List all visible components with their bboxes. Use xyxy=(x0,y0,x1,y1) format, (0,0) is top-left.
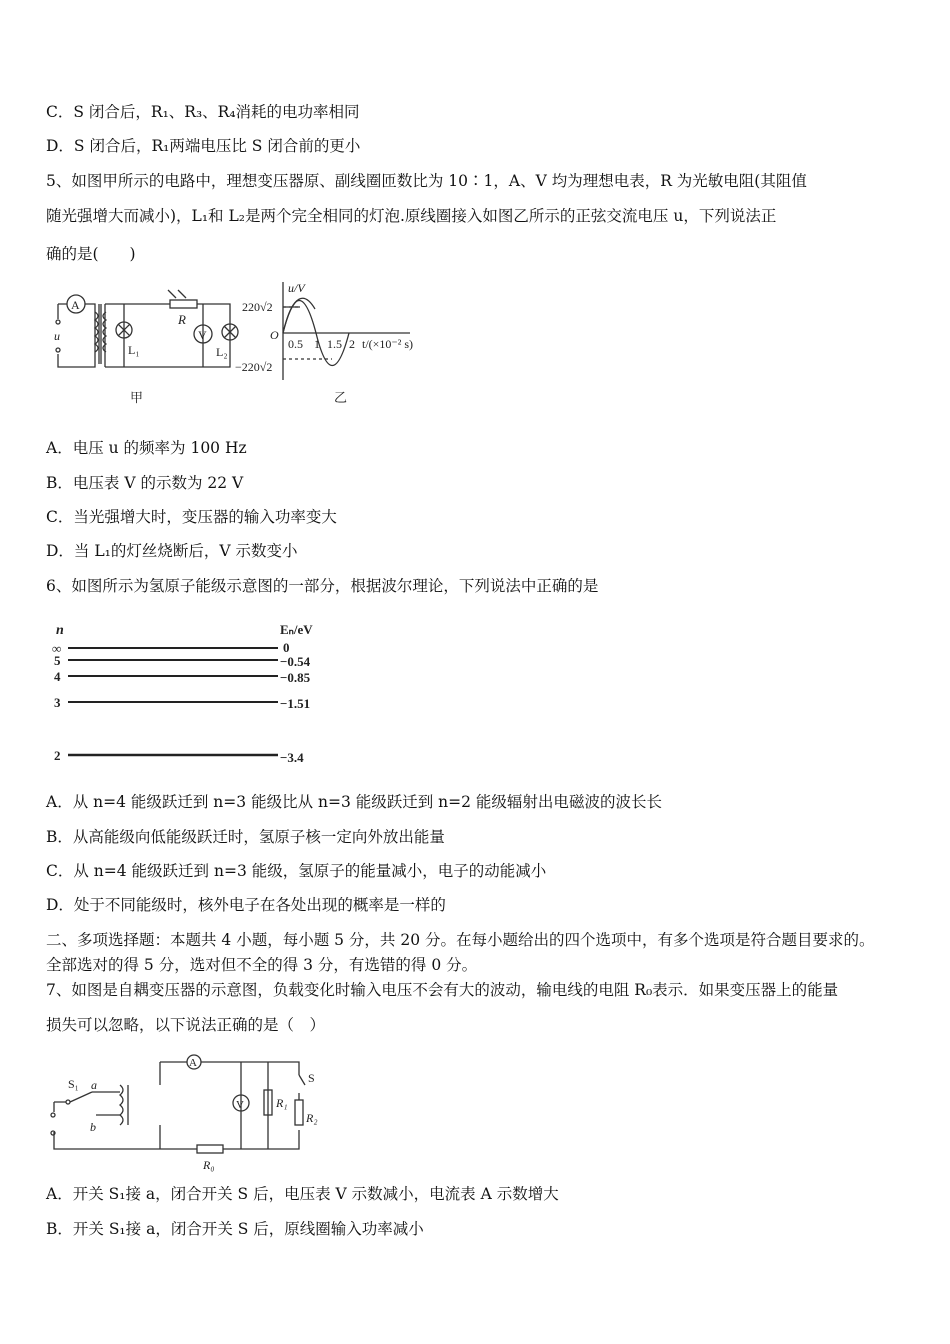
q6-option-d: D．处于不同能级时，核外电子在各处出现的概率是一样的 xyxy=(46,896,446,914)
svg-text:1: 1 xyxy=(314,337,320,351)
svg-text:u: u xyxy=(54,329,60,343)
waveform-yi xyxy=(235,281,413,405)
q5-option-c: C．当光强增大时，变压器的输入功率变大 xyxy=(46,508,337,526)
svg-text:R₀: R₀ xyxy=(203,1158,215,1172)
section2-heading-1: 二、多项选择题：本题共 4 小题，每小题 5 分，共 20 分。在每小题给出的四个选项中，有多个选项是符合题目要求的。 xyxy=(46,931,875,949)
svg-text:u/V: u/V xyxy=(288,281,305,295)
section2-heading-2: 全部选对的得 5 分，选对但不全的得 3 分，有选错的得 0 分。 xyxy=(46,956,478,974)
svg-text:3: 3 xyxy=(54,695,61,710)
svg-text:220√2: 220√2 xyxy=(242,300,273,314)
svg-text:2: 2 xyxy=(349,337,355,351)
q5-figure xyxy=(40,272,440,412)
svg-text:R: R xyxy=(178,312,186,327)
q6-option-c: C．从 n=4 能级跃迁到 n=3 能级，氢原子的能量减小，电子的动能减小 xyxy=(46,862,547,880)
svg-text:0.5: 0.5 xyxy=(288,337,303,351)
svg-text:0: 0 xyxy=(283,640,290,655)
svg-text:L₂: L₂ xyxy=(216,345,228,359)
svg-text:V: V xyxy=(198,328,207,342)
svg-text:5: 5 xyxy=(54,653,61,668)
q7-stem-2: 损失可以忽略，以下说法正确的是（ ） xyxy=(46,1016,326,1034)
q5-stem-1: 5、如图甲所示的电路中，理想变压器原、副线圈匝数比为 10∶1，A、V 均为理想电表，R 为光敏电阻(其阻值 xyxy=(46,172,807,190)
q5-option-d: D．当 L₁的灯丝烧断后，V 示数变小 xyxy=(46,542,298,560)
q6-stem: 6、如图所示为氢原子能级示意图的一部分，根据波尔理论，下列说法中正确的是 xyxy=(46,577,599,595)
svg-text:2: 2 xyxy=(54,748,61,763)
svg-text:−3.4: −3.4 xyxy=(280,750,304,765)
svg-text:O: O xyxy=(270,328,279,342)
svg-text:Eₙ/eV: Eₙ/eV xyxy=(280,622,313,637)
svg-text:−220√2: −220√2 xyxy=(235,360,273,374)
q5-option-b: B．电压表 V 的示数为 22 V xyxy=(46,474,244,492)
circuit-jia xyxy=(54,290,238,405)
svg-text:R₂: R₂ xyxy=(306,1111,318,1125)
svg-text:A: A xyxy=(189,1057,197,1069)
q7-option-b: B．开关 S₁接 a，闭合开关 S 后，原线圈输入功率减小 xyxy=(46,1220,424,1238)
svg-text:甲: 甲 xyxy=(130,390,144,405)
svg-text:S: S xyxy=(308,1071,315,1085)
svg-text:R₁: R₁ xyxy=(276,1096,288,1110)
svg-text:t/(×10⁻² s): t/(×10⁻² s) xyxy=(362,337,414,351)
svg-text:∞: ∞ xyxy=(52,641,62,656)
svg-text:S₁: S₁ xyxy=(68,1077,79,1091)
energy-level-diagram xyxy=(40,610,340,770)
svg-text:−1.51: −1.51 xyxy=(280,696,311,711)
svg-text:1.5: 1.5 xyxy=(327,337,342,351)
svg-text:A: A xyxy=(71,298,80,312)
svg-text:−0.54: −0.54 xyxy=(280,654,311,669)
svg-text:4: 4 xyxy=(54,669,61,684)
svg-text:b: b xyxy=(90,1120,96,1134)
svg-text:−0.85: −0.85 xyxy=(280,670,311,685)
q7-stem-1: 7、如图是自耦变压器的示意图，负载变化时输入电压不会有大的波动，输电线的电阻 R₀表示．如果变压器上的能量 xyxy=(46,981,839,999)
autotransformer-circuit xyxy=(40,1045,340,1175)
svg-text:n: n xyxy=(56,623,64,638)
q4-option-c: C．S 闭合后，R₁、R₃、R₄消耗的电功率相同 xyxy=(46,103,360,121)
svg-text:乙: 乙 xyxy=(334,390,348,405)
svg-text:L₁: L₁ xyxy=(128,343,140,357)
q7-option-a: A．开关 S₁接 a，闭合开关 S 后，电压表 V 示数减小，电流表 A 示数增大 xyxy=(46,1185,559,1203)
q6-option-a: A．从 n=4 能级跃迁到 n=3 能级比从 n=3 能级跃迁到 n=2 能级辐射出电磁波的波长长 xyxy=(46,793,662,811)
q5-stem-2: 随光强增大而减小)，L₁和 L₂是两个完全相同的灯泡.原线圈接入如图乙所示的正弦交流电压 u，下列说法正 xyxy=(46,207,777,225)
q5-stem-3: 确的是( ) xyxy=(46,245,136,263)
q5-option-a: A．电压 u 的频率为 100 Hz xyxy=(46,439,247,457)
q6-option-b: B．从高能级向低能级跃迁时，氢原子核一定向外放出能量 xyxy=(46,828,445,846)
svg-text:a: a xyxy=(91,1078,97,1092)
svg-text:V: V xyxy=(236,1099,244,1111)
q4-option-d: D．S 闭合后，R₁两端电压比 S 闭合前的更小 xyxy=(46,137,361,155)
